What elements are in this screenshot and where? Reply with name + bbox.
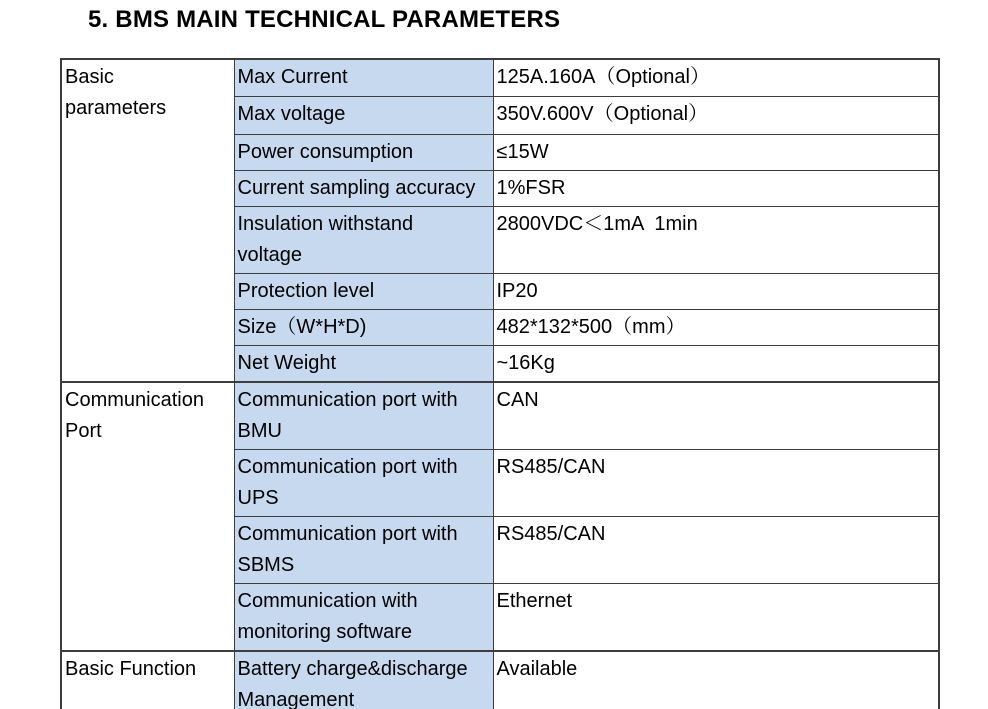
page-title: 5. BMS MAIN TECHNICAL PARAMETERS xyxy=(88,6,561,33)
value-cell xyxy=(493,382,939,450)
param-cell xyxy=(234,206,493,273)
param-cell xyxy=(234,96,493,134)
value-text-line: 1%FSR xyxy=(496,176,566,199)
value-text-line: CAN xyxy=(496,388,539,411)
category-text-line: parameters xyxy=(65,97,167,119)
param-text-line: UPS xyxy=(237,486,279,509)
table-row xyxy=(61,382,939,450)
param-text-line: Size（W*H*D) xyxy=(237,315,367,338)
value-text-line: 125A.160A（Optional） xyxy=(496,66,710,88)
param-cell xyxy=(234,651,493,709)
category-cell-basic-parameters xyxy=(61,59,234,382)
table-row xyxy=(61,651,939,709)
category-cell-basic-function xyxy=(61,651,234,709)
param-text-line: Net Weight xyxy=(237,351,337,374)
value-text-line: Ethernet xyxy=(496,589,573,612)
param-cell xyxy=(234,449,493,516)
value-cell xyxy=(493,583,939,651)
value-text-line: 482*132*500（mm） xyxy=(496,315,686,338)
value-text-line: Available xyxy=(496,657,578,680)
param-text-line: BMU xyxy=(237,419,282,442)
value-cell xyxy=(493,516,939,583)
table-row xyxy=(61,59,939,96)
param-cell xyxy=(234,345,493,382)
category-text-line: Basic Function xyxy=(65,657,197,680)
param-cell xyxy=(234,134,493,170)
value-text-line: IP20 xyxy=(496,279,538,302)
bms-parameters-table xyxy=(60,58,940,709)
param-text-line: Management xyxy=(237,688,355,709)
value-cell xyxy=(493,651,939,709)
value-text-line: RS485/CAN xyxy=(496,522,606,545)
param-text-line: Current sampling accuracy xyxy=(237,176,476,199)
value-cell xyxy=(493,273,939,309)
param-text-line: Protection level xyxy=(237,279,375,302)
param-text-line: Communication port with xyxy=(237,388,458,411)
value-text-line: ≤15W xyxy=(496,140,549,163)
param-text-line: SBMS xyxy=(237,553,295,576)
value-cell xyxy=(493,309,939,345)
param-text-line: Communication with xyxy=(237,589,418,612)
value-cell xyxy=(493,96,939,134)
category-cell-communication-port xyxy=(61,382,234,651)
value-text-line: 2800VDC＜1mA 1min xyxy=(496,212,698,235)
value-text-line: RS485/CAN xyxy=(496,455,606,478)
param-text-line: Battery charge&discharge xyxy=(237,657,468,680)
value-text-line: ~16Kg xyxy=(496,351,555,374)
param-text-line: Communication port with xyxy=(237,522,458,545)
value-cell xyxy=(493,59,939,96)
param-text-line: Max voltage xyxy=(237,102,346,125)
category-text-line: Communication xyxy=(65,388,204,411)
param-text-line: Power consumption xyxy=(237,140,414,163)
value-cell xyxy=(493,170,939,206)
value-cell xyxy=(493,449,939,516)
param-cell xyxy=(234,170,493,206)
param-cell xyxy=(234,273,493,309)
param-text-line: Insulation withstand xyxy=(237,212,414,235)
document-page xyxy=(0,5,988,709)
param-cell xyxy=(234,309,493,345)
param-text-line: Max Current xyxy=(237,66,348,88)
value-cell xyxy=(493,134,939,170)
param-cell xyxy=(234,516,493,583)
param-cell xyxy=(234,59,493,96)
param-cell xyxy=(234,583,493,651)
category-text-line: Basic xyxy=(65,66,114,88)
param-text-line: voltage xyxy=(237,243,302,266)
category-text-line: Port xyxy=(65,419,102,442)
value-cell xyxy=(493,345,939,382)
param-cell xyxy=(234,382,493,450)
value-text-line: 350V.600V（Optional） xyxy=(496,102,709,125)
param-text-line: Communication port with xyxy=(237,455,458,478)
value-cell xyxy=(493,206,939,273)
param-text-line: monitoring software xyxy=(237,620,413,643)
